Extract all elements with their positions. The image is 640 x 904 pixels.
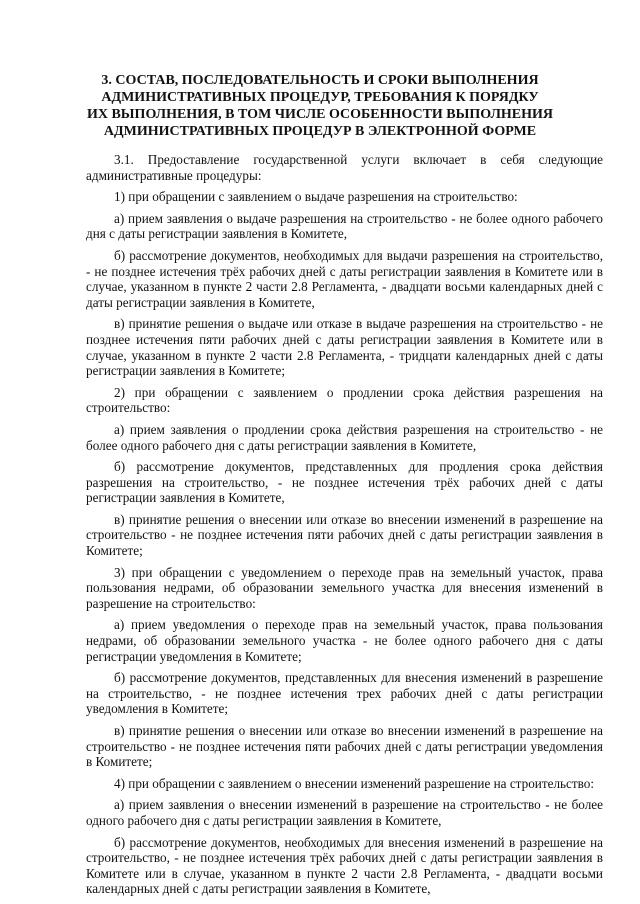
paragraph: а) прием уведомления о переходе прав на земельный участок, права пользования недрами, об образовании земельного участка - не более одного рабочего дня с даты регистрации уведомления в Комитете; — [86, 617, 603, 664]
paragraph: в) принятие решения о выдаче или отказе в выдаче разрешения на строительство - не позднее истечения пяти рабочих дней с даты регистрации заявления в Комитете или в случае, указанном в пункте 2 части 2.8 Регламента, - тридцати календарных дней с даты регистрации заявления в Комитете; — [86, 316, 603, 379]
document-body — [86, 152, 603, 903]
paragraph: а) прием заявления о продлении срока действия разрешения на строительство - не более одного рабочего дня с даты регистрации заявления в Комитете, — [86, 421, 603, 453]
paragraph: 3.1. Предоставление государственной услуги включает в себя следующие административные процедуры: — [86, 152, 603, 183]
paragraph: 2) при обращении с заявлением о продлении срока действия разрешения на строительство: — [86, 384, 603, 416]
paragraph: а) прием заявления о внесении изменений в разрешение на строительство - не более одного рабочего дня с даты регистрации заявления в Комитете, — [86, 797, 603, 828]
section-heading-line: АДМИНИСТРАТИВНЫХ ПРОЦЕДУР В ЭЛЕКТРОННОЙ ФОРМЕ — [103, 124, 537, 139]
section-heading-line: ИХ ВЫПОЛНЕНИЯ, В ТОМ ЧИСЛЕ ОСОБЕННОСТИ ВЫПОЛНЕНИЯ — [86, 107, 554, 122]
paragraph: а) прием заявления о выдаче разрешения на строительство - не более одного рабочего дня с даты регистрации заявления в Комитете, — [86, 210, 603, 242]
section-heading — [70, 72, 570, 140]
section-heading-line: 3. СОСТАВ, ПОСЛЕДОВАТЕЛЬНОСТЬ И СРОКИ ВЫПОЛНЕНИЯ — [101, 73, 539, 88]
paragraph: в) принятие решения о внесении или отказе во внесении изменений в разрешение на строительство - не позднее истечения пяти рабочих дней с даты регистрации заявления в Комитете; — [86, 511, 603, 559]
paragraph: в) принятие решения о внесении или отказе во внесении изменений в разрешение на строительство - не позднее истечения пяти рабочих дней с даты регистрации уведомления в Комитете; — [86, 723, 603, 770]
section-heading-line: АДМИНИСТРАТИВНЫХ ПРОЦЕДУР, ТРЕБОВАНИЯ К ПОРЯДКУ — [101, 90, 539, 105]
paragraph: б) рассмотрение документов, представленных для внесения изменений в разрешение на строительство, - не позднее истечения трех рабочих дней с даты регистрации уведомления в Комитете; — [86, 670, 603, 717]
paragraph: б) рассмотрение документов, необходимых для выдачи разрешения на строительство, - не позднее истечения трёх рабочих дней с даты регистрации заявления в Комитете или в случае, указанном в пункте 2 части 2.8 Регламента, - двадцати восьми календарных дней с даты регистрации заявления в Комитете, — [86, 247, 603, 310]
paragraph: 4) при обращении с заявлением о внесении изменений разрешение на строительство: — [114, 775, 595, 791]
paragraph: б) рассмотрение документов, представленных для продления срока действия разрешения на строительство, - не позднее истечения трёх рабочих дней с даты регистрации заявления в Комитете, — [86, 459, 603, 506]
paragraph: 3) при обращении с уведомлением о переходе прав на земельный участок, права пользования недрами, об образовании земельного участка для внесения изменений в разрешение на строительство: — [86, 564, 603, 611]
paragraph: 1) при обращении с заявлением о выдаче разрешения на строительство: — [114, 189, 518, 205]
paragraph: б) рассмотрение документов, необходимых для внесения изменений в разрешение на строительство, - не позднее истечения трёх рабочих дней с даты регистрации заявления в Комитете или в случае, указанном в пункте 2 части 2.8 Регламента, - двадцати восьми календарных дней с даты регистрации заявления в Комитете, — [86, 834, 603, 897]
